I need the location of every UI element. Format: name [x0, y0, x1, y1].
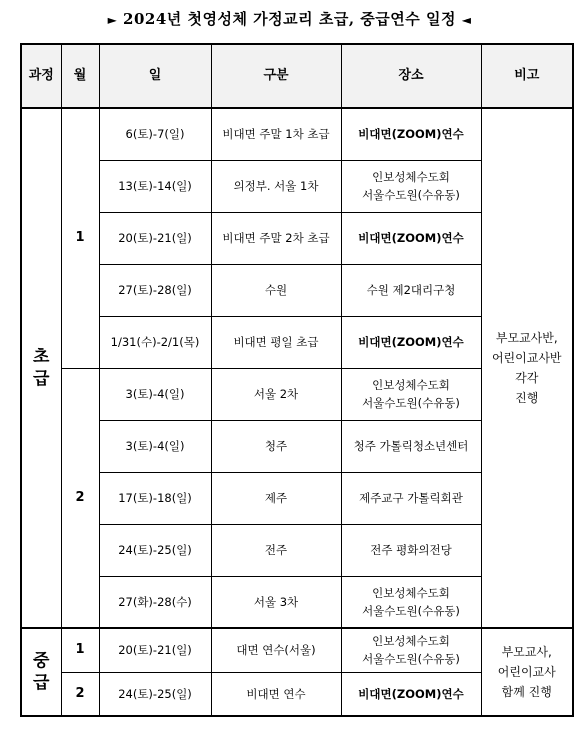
type-cell: 의정부. 서울 1차: [211, 160, 341, 212]
table-row: [21, 628, 573, 672]
note-cell: 부모교사반, 어린이교사반 각각 진행: [481, 108, 573, 628]
place-cell: 비대면(ZOOM)연수: [341, 212, 481, 264]
place-cell: 청주 가톨릭청소년센터: [341, 420, 481, 472]
date-cell: 20(토)-21(일): [99, 212, 211, 264]
type-cell: 비대면 평일 초급: [211, 316, 341, 368]
place-cell: 인보성체수도회 서울수도원(수유동): [341, 368, 481, 420]
header-course: 과정: [21, 44, 61, 108]
place-cell: 비대면(ZOOM)연수: [341, 108, 481, 160]
date-cell: 6(토)-7(일): [99, 108, 211, 160]
header-month: 월: [61, 44, 99, 108]
place-cell: 비대면(ZOOM)연수: [341, 672, 481, 716]
type-cell: 비대면 주말 1차 초급: [211, 108, 341, 160]
month-cell: 2: [61, 672, 99, 716]
date-cell: 20(토)-21(일): [99, 628, 211, 672]
course-cell: 중 급: [21, 628, 61, 716]
date-cell: 3(토)-4(일): [99, 420, 211, 472]
date-cell: 27(토)-28(일): [99, 264, 211, 316]
type-cell: 비대면 연수: [211, 672, 341, 716]
type-cell: 전주: [211, 524, 341, 576]
place-cell: 인보성체수도회 서울수도원(수유동): [341, 628, 481, 672]
date-cell: 17(토)-18(일): [99, 472, 211, 524]
header-date: 일: [99, 44, 211, 108]
title-text: 2024년 첫영성체 가정교리 초급, 중급연수 일정: [123, 10, 456, 28]
header-row: [21, 44, 573, 108]
type-cell: 서울 3차: [211, 576, 341, 628]
month-cell: 1: [61, 108, 99, 368]
month-cell: 1: [61, 628, 99, 672]
table-row: [21, 108, 573, 160]
right-triangle-icon: ►: [107, 13, 118, 27]
type-cell: 비대면 주말 2차 초급: [211, 212, 341, 264]
note-cell: 부모교사, 어린이교사 함께 진행: [481, 628, 573, 716]
type-cell: 수원: [211, 264, 341, 316]
date-cell: 24(토)-25(일): [99, 524, 211, 576]
type-cell: 제주: [211, 472, 341, 524]
place-cell: 전주 평화의전당: [341, 524, 481, 576]
place-cell: 인보성체수도회 서울수도원(수유동): [341, 576, 481, 628]
month-cell: 2: [61, 368, 99, 628]
place-cell: 수원 제2대리구청: [341, 264, 481, 316]
type-cell: 서울 2차: [211, 368, 341, 420]
header-place: 장소: [341, 44, 481, 108]
type-cell: 청주: [211, 420, 341, 472]
page-title: [0, 8, 579, 29]
date-cell: 1/31(수)-2/1(목): [99, 316, 211, 368]
header-note: 비고: [481, 44, 573, 108]
left-triangle-icon: ◄: [461, 13, 472, 27]
schedule-table: [20, 43, 574, 717]
date-cell: 27(화)-28(수): [99, 576, 211, 628]
date-cell: 13(토)-14(일): [99, 160, 211, 212]
course-cell: 초 급: [21, 108, 61, 628]
date-cell: 3(토)-4(일): [99, 368, 211, 420]
place-cell: 인보성체수도회 서울수도원(수유동): [341, 160, 481, 212]
date-cell: 24(토)-25(일): [99, 672, 211, 716]
type-cell: 대면 연수(서울): [211, 628, 341, 672]
header-type: 구분: [211, 44, 341, 108]
place-cell: 비대면(ZOOM)연수: [341, 316, 481, 368]
place-cell: 제주교구 가톨릭회관: [341, 472, 481, 524]
